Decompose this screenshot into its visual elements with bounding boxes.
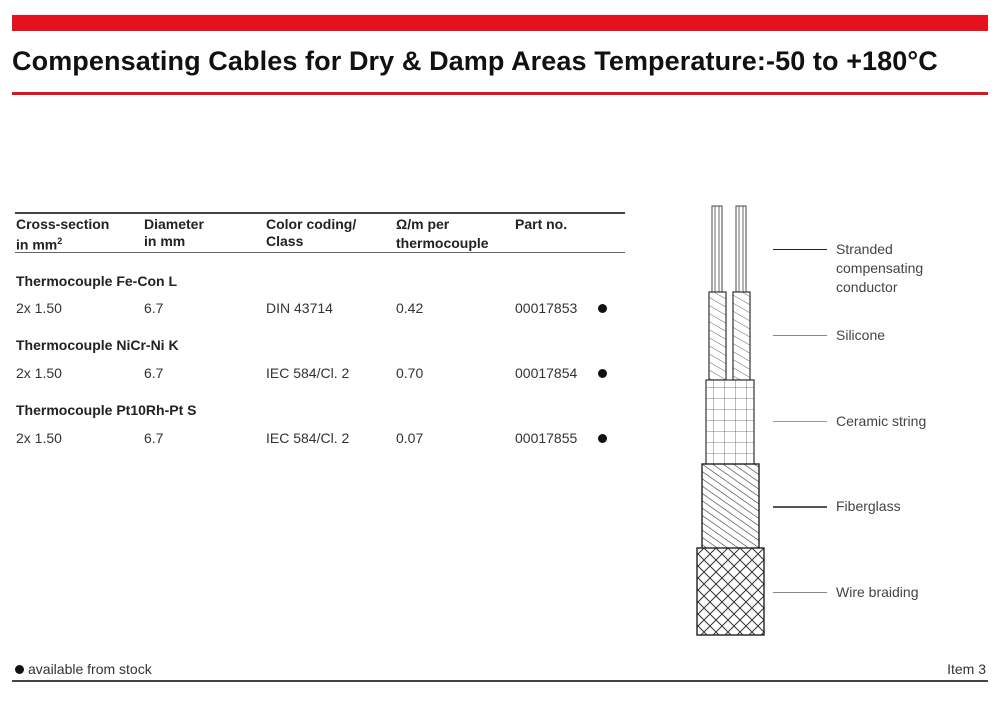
cell-diameter: 6.7 bbox=[144, 300, 164, 316]
footer-item-number: Item 3 bbox=[947, 661, 986, 677]
cell-cross-section: 2x 1.50 bbox=[16, 430, 62, 446]
label-ceramic-string: Ceramic string bbox=[836, 413, 927, 429]
header-ohm-per-m: Ω/m per thermocouple bbox=[396, 216, 489, 251]
cell-part-no: 00017854 bbox=[515, 365, 578, 381]
header-color-coding: Color coding/ Class bbox=[266, 216, 357, 249]
table-header bbox=[15, 212, 625, 253]
cable-construction-diagram bbox=[680, 200, 800, 640]
cell-diameter: 6.7 bbox=[144, 430, 164, 446]
wire-braiding-shape bbox=[697, 548, 764, 635]
top-red-bar bbox=[12, 15, 988, 31]
label-fiberglass: Fiberglass bbox=[836, 498, 901, 514]
header-cross-section: Cross-section in $mm^2$ bbox=[16, 216, 110, 253]
header-part-no: Part no. bbox=[515, 216, 568, 232]
page-title: Compensating Cables for Dry & Damp Areas Temperature:-50 to +180°C bbox=[12, 46, 938, 76]
cell-color-coding: IEC 584/Cl. 2 bbox=[266, 430, 350, 446]
spec-table bbox=[15, 212, 625, 446]
cell-ohm: 0.42 bbox=[396, 300, 424, 316]
group-title-pt10rh-pt: Thermocouple Pt10Rh-Pt S bbox=[16, 402, 197, 418]
footer-note: available from stock bbox=[15, 661, 152, 677]
stock-dot-icon bbox=[15, 665, 24, 674]
label-wire-braiding: Wire braiding bbox=[836, 584, 919, 600]
label-stranded-conductor: Stranded compensating conductor bbox=[836, 241, 924, 295]
cell-color-coding: DIN 43714 bbox=[266, 300, 333, 316]
label-silicone: Silicone bbox=[836, 327, 886, 343]
fiberglass-shape bbox=[702, 464, 759, 552]
cell-part-no: 00017853 bbox=[515, 300, 578, 316]
stock-dot-icon bbox=[598, 434, 607, 443]
silicone-shape bbox=[709, 292, 750, 380]
cell-color-coding: IEC 584/Cl. 2 bbox=[266, 365, 350, 381]
leader-line bbox=[773, 506, 827, 508]
stock-dot-icon bbox=[598, 369, 607, 378]
leader-line bbox=[773, 335, 827, 336]
leader-line bbox=[773, 249, 827, 250]
group-title-fe-con: Thermocouple Fe-Con L bbox=[16, 273, 177, 289]
bottom-rule bbox=[12, 680, 988, 682]
ceramic-string-shape bbox=[706, 380, 754, 470]
stranded-conductor-shape bbox=[712, 206, 746, 294]
header-diameter: Diameter in mm bbox=[144, 216, 204, 249]
leader-line bbox=[773, 421, 827, 422]
cell-ohm: 0.07 bbox=[396, 430, 424, 446]
leader-line bbox=[773, 592, 827, 593]
cell-part-no: 00017855 bbox=[515, 430, 578, 446]
cell-cross-section: 2x 1.50 bbox=[16, 365, 62, 381]
group-title-nicr-ni: Thermocouple NiCr-Ni K bbox=[16, 337, 179, 353]
cell-cross-section: 2x 1.50 bbox=[16, 300, 62, 316]
stock-dot-icon bbox=[598, 304, 607, 313]
cell-diameter: 6.7 bbox=[144, 365, 164, 381]
title-rule bbox=[12, 92, 988, 95]
cell-ohm: 0.70 bbox=[396, 365, 424, 381]
